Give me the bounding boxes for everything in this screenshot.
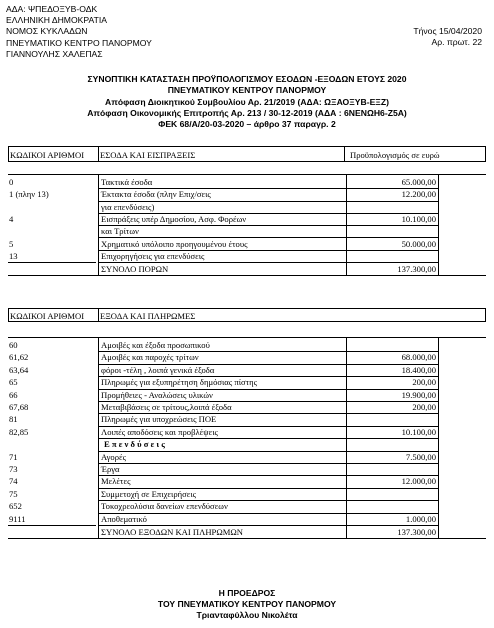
row-description: Αγορές bbox=[101, 451, 127, 462]
signer-organization: ΤΟΥ ΠΝΕΥΜΑΤΙΚΟΥ ΚΕΝΤΡΟΥ ΠΑΝΟΡΜΟΥ bbox=[157, 599, 337, 610]
income-total-row bbox=[8, 263, 486, 275]
row-description: Χρηματικό υπόλοιπο προηγουμένου έτους bbox=[101, 238, 248, 249]
table-row bbox=[8, 488, 486, 500]
row-amount: 65.000,00 bbox=[401, 177, 436, 187]
protocol-number: Αρ. πρωτ. 22 bbox=[431, 37, 482, 48]
row-description: Αμοιβές και έξοδα προσωπικού bbox=[101, 340, 210, 350]
table-row bbox=[8, 250, 486, 262]
date-line: Τήνος 15/04/2020 bbox=[413, 26, 482, 36]
row-amount: 1.000,00 bbox=[405, 513, 436, 524]
row-amount: 19.900,00 bbox=[401, 389, 436, 400]
row-amount: 10.100,00 bbox=[401, 426, 436, 437]
table-rule bbox=[8, 337, 486, 338]
row-code: 74 bbox=[9, 476, 18, 487]
table-rule bbox=[8, 538, 486, 539]
prefecture-line: ΝΟΜΟΣ ΚΥΚΛΑΔΩΝ bbox=[6, 26, 88, 37]
row-description: Επιχορηγήσεις για επενδύσεις bbox=[101, 250, 205, 261]
town-line: ΓΙΑΝΝΟΥΛΗΣ ΧΑΛΕΠΑΣ bbox=[6, 48, 103, 59]
row-code: 5 bbox=[9, 238, 14, 249]
row-description: Τοκοχρεολύσια δανείων επενδύσεων bbox=[101, 501, 228, 512]
table-rule bbox=[346, 174, 347, 275]
row-amount: 200,00 bbox=[412, 377, 436, 388]
row-amount: 7.500,00 bbox=[405, 451, 436, 462]
row-amount bbox=[346, 225, 436, 237]
row-amount bbox=[346, 201, 436, 213]
row-amount: 50.000,00 bbox=[401, 238, 436, 249]
row-code: 73 bbox=[9, 464, 18, 474]
signer-role: Η ΠΡΟΕΔΡΟΣ bbox=[218, 588, 276, 598]
row-description: και Τρίτων bbox=[101, 226, 139, 237]
row-amount: 18.400,00 bbox=[401, 364, 436, 375]
row-amount: 12.000,00 bbox=[401, 476, 436, 487]
table-row bbox=[8, 238, 486, 250]
column-header-code: ΚΩΔΙΚΟΙ ΑΡΙΘΜΟΙ bbox=[10, 311, 85, 321]
row-description: Λοιπές αποδόσεις και προβλέψεις bbox=[101, 426, 218, 437]
expenses-header-row bbox=[8, 308, 486, 322]
row-description: Αποθεματικό bbox=[101, 513, 147, 524]
row-amount bbox=[346, 413, 436, 425]
row-amount: 68.000,00 bbox=[401, 352, 436, 363]
row-description: Εισπράξεις υπέρ Δημοσίου, Ασφ. Φορέων bbox=[101, 213, 247, 224]
main-title: ΣΥΝΟΠΤΙΚΗ ΚΑΤΑΣΤΑΣΗ ΠΡΟΫΠΟΛΟΓΙΣΜΟΥ ΕΣΟΔΩΝ -ΕΞΟΔΩΝ ΕΤΟΥΣ 2020 bbox=[87, 74, 407, 84]
row-code: 0 bbox=[9, 177, 14, 187]
table-row bbox=[8, 364, 486, 376]
table-rule bbox=[8, 275, 486, 276]
table-rule bbox=[98, 146, 99, 162]
row-code: 82,85 bbox=[9, 426, 29, 437]
table-rule bbox=[8, 174, 486, 175]
organization-line: ΠΝΕΥΜΑΤΙΚΟ ΚΕΝΤΡΟ ΠΑΝΟΡΜΟΥ bbox=[6, 37, 152, 48]
column-header-expenses: ΕΞΟΔΑ ΚΑΙ ΠΛΗΡΩΜΕΣ bbox=[100, 311, 196, 321]
table-row bbox=[8, 500, 486, 512]
row-amount bbox=[346, 339, 436, 351]
row-description: Έκτακτα έσοδα (πλην Επιχ/σεις bbox=[101, 189, 211, 200]
ada-line: ΑΔΑ: ΨΠΕΔΟΞΥΒ-ΟΔΚ bbox=[6, 4, 98, 14]
row-description: Προμήθειες - Αναλώσεις υλικών bbox=[101, 389, 213, 400]
row-amount: 200,00 bbox=[412, 402, 436, 412]
row-code: 65 bbox=[9, 377, 18, 388]
row-code: 81 bbox=[9, 414, 18, 425]
row-code: 66 bbox=[9, 389, 18, 400]
table-row bbox=[8, 351, 486, 363]
table-rule bbox=[98, 174, 99, 275]
column-header-code: ΚΩΔΙΚΟΙ ΑΡΙΘΜΟΙ bbox=[10, 150, 85, 160]
column-header-income: ΕΣΟΔΑ ΚΑΙ ΕΙΣΠΡΑΞΕΙΣ bbox=[100, 150, 196, 160]
table-rule bbox=[344, 146, 345, 162]
row-code: 61,62 bbox=[9, 352, 29, 363]
income-table bbox=[8, 146, 486, 296]
table-rule bbox=[346, 337, 347, 538]
table-row bbox=[8, 339, 486, 351]
row-description: Μελέτες bbox=[101, 476, 131, 487]
row-code bbox=[8, 201, 97, 213]
income-total-label: ΣΥΝΟΛΟ ΠΟΡΩΝ bbox=[101, 264, 169, 275]
row-description: Έργα bbox=[101, 464, 120, 474]
header-right bbox=[413, 26, 482, 48]
country-line: ΕΛΛΗΝΙΚΗ ΔΗΜΟΚΡΑΤΙΑ bbox=[6, 15, 107, 26]
table-row bbox=[8, 513, 486, 525]
row-description: για επενδύσεις) bbox=[101, 201, 155, 212]
row-code: 4 bbox=[9, 213, 14, 224]
signer-name: Τριανταφύλλου Νικολέτα bbox=[196, 610, 298, 621]
row-description: Τακτικά έσοδα bbox=[101, 177, 153, 187]
table-row bbox=[8, 426, 486, 438]
row-code bbox=[8, 438, 97, 450]
column-header-budget: Προϋπολογισμός σε ευρώ bbox=[350, 150, 440, 160]
table-rule bbox=[98, 337, 99, 538]
expenses-table bbox=[8, 308, 486, 580]
row-description: Συμμετοχή σε Επιχειρήσεις bbox=[101, 488, 197, 499]
table-row bbox=[8, 176, 486, 188]
row-code: 75 bbox=[9, 488, 18, 499]
row-code: 67,68 bbox=[9, 402, 29, 412]
committee-decision: Απόφαση Οικονομικής Επιτροπής Αρ. 213 / 30-12-2019 (ΑΔΑ : 6ΝΕΝΩΗ6-Ζ5Α) bbox=[87, 107, 407, 118]
table-row bbox=[8, 413, 486, 425]
row-description: Πληρωμές για υποχρεώσεις ΠΟΕ bbox=[101, 414, 217, 425]
expenses-total-amount: 137.300,00 bbox=[397, 527, 436, 537]
header-left bbox=[6, 4, 152, 60]
row-amount bbox=[346, 500, 436, 512]
signature-block bbox=[0, 588, 494, 622]
table-row bbox=[8, 463, 486, 475]
row-code: 1 (πλην 13) bbox=[9, 189, 49, 200]
table-rule bbox=[438, 337, 439, 538]
row-amount: 10.100,00 bbox=[401, 213, 436, 224]
row-code: 71 bbox=[9, 451, 18, 462]
table-row bbox=[8, 451, 486, 463]
row-amount bbox=[346, 250, 436, 262]
table-row bbox=[8, 438, 486, 450]
row-description: Ε π ε ν δ ύ σ ε ι ς bbox=[104, 439, 165, 450]
row-code: 652 bbox=[9, 501, 22, 512]
table-row bbox=[8, 188, 486, 200]
table-row bbox=[8, 213, 486, 225]
table-row bbox=[8, 401, 486, 413]
income-header-row bbox=[8, 146, 486, 162]
row-description: Μεταβιβάσεις σε τρίτους,λοιπά έξοδα bbox=[101, 402, 232, 412]
row-amount bbox=[346, 488, 436, 500]
table-rule bbox=[98, 308, 99, 322]
row-code bbox=[8, 225, 97, 237]
table-row bbox=[8, 475, 486, 487]
row-code: 60 bbox=[9, 340, 18, 350]
row-amount: 12.200,00 bbox=[401, 189, 436, 200]
row-description: Πληρωμές για εξυπηρέτηση δημόσιας πίστης bbox=[101, 377, 257, 388]
row-description: φόροι -τέλη , λοιπά γενικά έξοδα bbox=[101, 364, 215, 375]
table-row bbox=[8, 376, 486, 388]
table-row bbox=[8, 389, 486, 401]
table-row bbox=[8, 225, 486, 237]
document-titles bbox=[0, 74, 494, 130]
expenses-total-row bbox=[8, 526, 486, 538]
expenses-total-label: ΣΥΝΟΛΟ ΕΞΟΔΩΝ ΚΑΙ ΠΛΗΡΩΜΩΝ bbox=[101, 527, 243, 537]
table-row bbox=[8, 201, 486, 213]
board-decision: Απόφαση Διοικητικού Συμβουλίου Αρ. 21/2019 (ΑΔΑ: ΩΞΑΟΞΥΒ-ΕΞΖ) bbox=[105, 96, 389, 107]
org-title: ΠΝΕΥΜΑΤΙΚΟΥ ΚΕΝΤΡΟΥ ΠΑΝΟΡΜΟΥ bbox=[167, 85, 327, 96]
row-amount bbox=[346, 463, 436, 475]
table-rule bbox=[438, 174, 439, 275]
row-code: 13 bbox=[9, 250, 18, 261]
row-amount bbox=[346, 438, 436, 450]
row-description: Αμοιβές και παροχές τρίτων bbox=[101, 352, 199, 363]
row-code: 9111 bbox=[9, 513, 26, 524]
row-code: 63,64 bbox=[9, 364, 29, 375]
gazette-reference: ΦΕΚ 68/Α/20-03-2020 – άρθρο 37 παραγρ. 2 bbox=[158, 119, 336, 130]
income-total-amount: 137.300,00 bbox=[397, 264, 436, 275]
